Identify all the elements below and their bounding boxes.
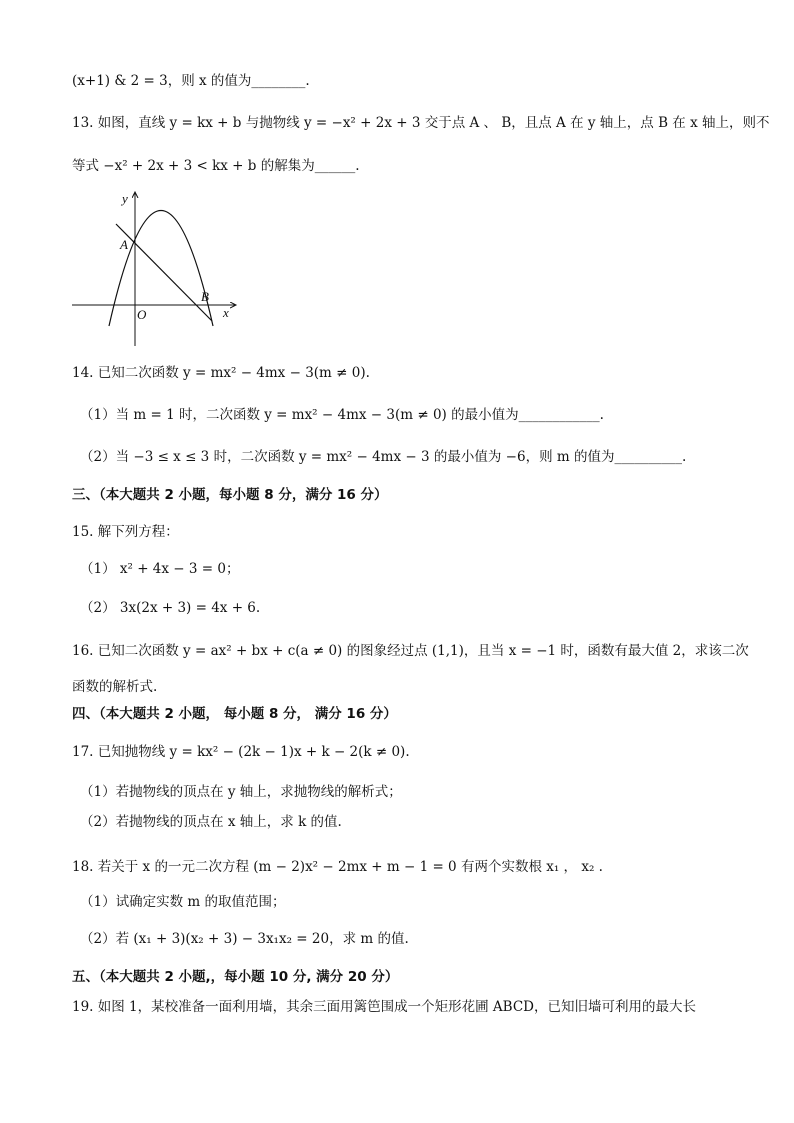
text-line: (x+1) & 2 = 3，则 x 的值为________.: [72, 73, 310, 89]
label-a: A: [120, 237, 128, 252]
question-19-text: 19. 如图 1，某校准备一面利用墙，其余三面用篱笆围成一个矩形花圃 ABCD，已知旧墙可利用的最大长: [72, 999, 697, 1015]
question-14-text: 14. 已知二次函数 y = mx² − 4mx − 3(m ≠ 0).: [72, 365, 370, 381]
section-heading-3: 三、（本大题共 2 小题，每小题 8 分，满分 16 分）: [72, 487, 388, 503]
question-15-part2: （2） 3x(2x + 3) = 4x + 6.: [80, 600, 261, 616]
question-17-part2: （2）若抛物线的顶点在 x 轴上，求 k 的值.: [80, 814, 342, 830]
question-17-part1: （1）若抛物线的顶点在 y 轴上，求抛物线的解析式；: [80, 784, 402, 800]
question-15-text: 15. 解下列方程：: [72, 524, 179, 540]
question-13-text: 13. 如图，直线 y = kx + b 与抛物线 y = −x² + 2x + 3 交于点 A 、 B，且点 A 在 y 轴上，点 B 在 x 轴上，则不: [72, 115, 770, 131]
question-14-part2: （2）当 −3 ≤ x ≤ 3 时，二次函数 y = mx² − 4mx − 3 的最小值为 −6，则 m 的值为__________.: [80, 449, 687, 465]
parabola-line-figure: [64, 186, 244, 352]
label-origin: O: [137, 307, 147, 322]
question-16-text-cont: 函数的解析式.: [72, 679, 158, 695]
question-17-text: 17. 已知抛物线 y = kx² − (2k − 1)x + k − 2(k ≠ 0).: [72, 744, 410, 760]
question-16-text: 16. 已知二次函数 y = ax² + bx + c(a ≠ 0) 的图象经过点 (1,1)，且当 x = −1 时，函数有最大值 2，求该二次: [72, 643, 749, 659]
section-heading-4: 四、（本大题共 2 小题， 每小题 8 分， 满分 16 分）: [72, 706, 397, 722]
label-x: x: [223, 305, 229, 320]
label-b: B: [201, 289, 209, 304]
question-18-text: 18. 若关于 x 的一元二次方程 (m − 2)x² − 2mx + m − 1 = 0 有两个实数根 x₁ ， x₂ .: [72, 859, 603, 875]
parabola-curve: [109, 211, 213, 327]
question-14-part1: （1）当 m = 1 时，二次函数 y = mx² − 4mx − 3(m ≠ 0) 的最小值为____________.: [80, 407, 604, 423]
question-18-part1: （1）试确定实数 m 的取值范围；: [80, 894, 286, 910]
question-15-part1: （1） x² + 4x − 3 = 0；: [80, 561, 240, 577]
straight-line: [116, 224, 212, 321]
label-y: y: [122, 191, 128, 206]
question-13-text-cont: 等式 −x² + 2x + 3 < kx + b 的解集为______.: [72, 158, 360, 174]
question-18-part2: （2）若 (x₁ + 3)(x₂ + 3) − 3x₁x₂ = 20，求 m 的值.: [80, 931, 409, 947]
section-heading-5: 五、（本大题共 2 小题,，每小题 10 分, 满分 20 分）: [72, 969, 399, 985]
